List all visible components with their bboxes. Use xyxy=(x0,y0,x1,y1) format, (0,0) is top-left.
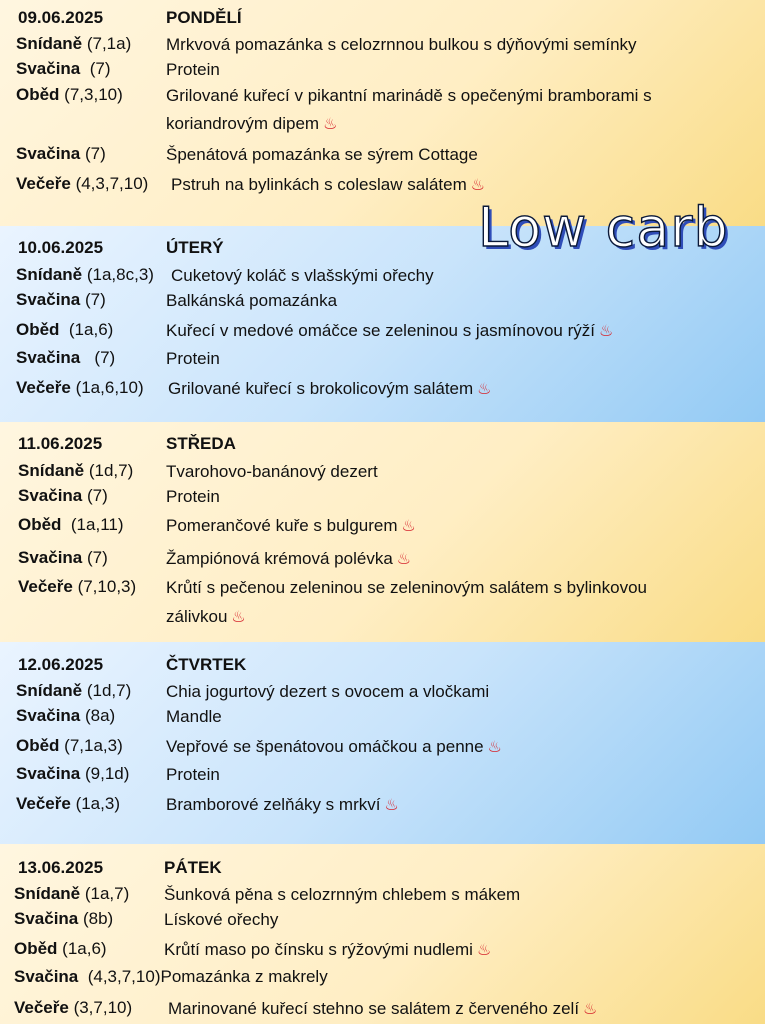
meal-label: Večeře xyxy=(16,174,71,193)
dish-name: Protein xyxy=(166,487,220,506)
dish-name: Žampiónová krémová polévka xyxy=(166,549,393,568)
dish-text xyxy=(166,483,220,510)
meal-row xyxy=(16,680,131,702)
day-section-thursday xyxy=(0,642,765,844)
meal-label: Svačina xyxy=(14,909,79,928)
meal-row xyxy=(14,938,107,960)
allergen-codes: (1a,6) xyxy=(57,939,107,958)
meal-label: Svačina xyxy=(16,764,81,783)
day-date: 12.06.2025 xyxy=(18,655,104,674)
dish-text xyxy=(166,791,399,819)
hot-dish-icon: ♨ xyxy=(231,609,246,626)
meal-label: Večeře xyxy=(18,577,73,596)
dish-name: Mandle xyxy=(166,707,222,726)
allergen-codes: (1a,8c,3) xyxy=(82,265,154,284)
dish-name: Pomerančové kuře s bulgurem xyxy=(166,516,398,535)
dish-text xyxy=(166,574,647,601)
dish-text xyxy=(166,141,478,168)
meal-row xyxy=(16,735,123,757)
dish-name: Pstruh na bylinkách s coleslaw salátem xyxy=(171,175,467,194)
dish-name: Vepřové se špenátovou omáčkou a penne xyxy=(166,737,484,756)
dish-text-continued xyxy=(166,110,337,138)
meal-row xyxy=(16,264,154,286)
allergen-codes: (1a,6) xyxy=(59,320,114,339)
allergen-codes: (7,3,10) xyxy=(59,85,123,104)
dish-name: Protein xyxy=(166,60,220,79)
dish-text xyxy=(166,512,416,540)
meal-row xyxy=(16,173,148,195)
day-date: 13.06.2025 xyxy=(18,858,104,877)
meal-label: Svačina xyxy=(16,348,81,367)
hot-dish-icon: ♨ xyxy=(583,1001,598,1018)
dish-name: zálivkou xyxy=(166,607,228,626)
meal-row xyxy=(18,514,124,536)
meal-row xyxy=(14,997,132,1019)
dish-text xyxy=(171,171,485,199)
allergen-codes: (1a,6,10) xyxy=(70,378,144,397)
meal-row xyxy=(16,705,115,727)
allergen-codes: (7) xyxy=(80,290,106,309)
dish-name: koriandrovým dipem xyxy=(166,114,320,133)
dish-text xyxy=(166,733,502,761)
dish-name: Marinované kuřecí stehno se salátem z červeného zelí xyxy=(168,999,580,1018)
meal-label: Svačina xyxy=(16,706,81,725)
hot-dish-icon: ♨ xyxy=(476,942,492,959)
allergen-codes: (7) xyxy=(80,144,106,163)
meal-row xyxy=(18,460,133,482)
meal-label: Svačina xyxy=(18,486,83,505)
day-section-wednesday xyxy=(0,422,765,642)
meal-row xyxy=(14,908,113,930)
dish-text xyxy=(164,906,278,933)
meal-label: Svačina xyxy=(14,967,79,986)
dish-text xyxy=(166,345,220,372)
dish-name: Šunková pěna s celozrnným chlebem s mákem xyxy=(164,885,521,904)
dish-text xyxy=(166,678,489,705)
meal-row xyxy=(16,377,144,399)
dish-name: Bramborové zelňáky s mrkví xyxy=(166,795,381,814)
meal-row xyxy=(14,883,129,905)
allergen-codes: (1d,7) xyxy=(84,461,134,480)
meal-label: Snídaně xyxy=(18,461,85,480)
dish-name: Krůtí maso po čínsku s rýžovými nudlemi xyxy=(164,940,473,959)
day-name: PÁTEK xyxy=(164,858,222,877)
dish-name: Grilované kuřecí s brokolicovým salátem xyxy=(168,379,474,398)
dish-text xyxy=(166,56,220,83)
dish-text xyxy=(166,317,613,345)
day-name: STŘEDA xyxy=(166,434,236,453)
day-name: ČTVRTEK xyxy=(166,655,247,674)
low-carb-label: Low carb xyxy=(478,196,729,259)
day-date: 10.06.2025 xyxy=(18,238,104,257)
allergen-codes: (1a,11) xyxy=(61,515,124,534)
meal-label: Snídaně xyxy=(16,681,83,700)
dish-text xyxy=(166,458,378,485)
hot-dish-icon: ♨ xyxy=(401,518,416,535)
meal-label: Svačina xyxy=(16,144,81,163)
meal-row xyxy=(16,84,123,106)
dish-name: Grilované kuřecí v pikantní marinádě s opečenými bramborami s xyxy=(166,86,652,105)
meal-label: Oběd xyxy=(16,736,60,755)
allergen-codes: (7) xyxy=(82,548,108,567)
hot-dish-icon: ♨ xyxy=(384,797,399,814)
dish-name: Cuketový koláč s vlašskými ořechy xyxy=(171,266,434,285)
meal-label: Oběd xyxy=(14,939,58,958)
allergen-codes: (9,1d) xyxy=(80,764,130,783)
allergen-codes: (1a,7) xyxy=(80,884,130,903)
meal-row xyxy=(18,547,108,569)
dish-name: Špenátová pomazánka se sýrem Cottage xyxy=(166,145,478,164)
dish-text xyxy=(168,375,492,403)
meal-row xyxy=(16,289,106,311)
allergen-codes: (7) xyxy=(80,348,116,367)
meal-row xyxy=(18,576,136,598)
meal-label: Snídaně xyxy=(16,34,83,53)
dish-name: Protein xyxy=(166,765,220,784)
hot-dish-icon: ♨ xyxy=(396,551,412,568)
meal-label: Snídaně xyxy=(16,265,83,284)
meal-label: Snídaně xyxy=(14,884,81,903)
dish-name: Mrkvová pomazánka s celozrnnou bulkou s dýňovými semínky xyxy=(166,35,637,54)
allergen-codes: (4,3,7,10) xyxy=(78,967,161,986)
dish-text xyxy=(166,703,222,730)
day-date: 09.06.2025 xyxy=(18,8,104,27)
allergen-codes: (7) xyxy=(80,59,111,78)
allergen-codes: (7,1a) xyxy=(82,34,132,53)
meal-label: Svačina xyxy=(18,548,83,567)
allergen-codes: (8a) xyxy=(80,706,116,725)
allergen-codes: (4,3,7,10) xyxy=(70,174,149,193)
dish-text xyxy=(166,82,652,109)
dish-name: Balkánská pomazánka xyxy=(166,291,338,310)
meal-label: Večeře xyxy=(16,794,71,813)
meal-row xyxy=(14,966,328,988)
dish-text xyxy=(168,995,597,1023)
day-section-monday xyxy=(0,0,765,226)
hot-dish-icon: ♨ xyxy=(598,323,614,340)
meal-row xyxy=(16,319,113,341)
dish-name: Tvarohovo-banánový dezert xyxy=(166,462,378,481)
dish-text xyxy=(164,936,491,964)
meal-row xyxy=(16,33,131,55)
day-section-friday xyxy=(0,844,765,1024)
day-name: ÚTERÝ xyxy=(166,238,224,257)
dish-text xyxy=(166,287,337,314)
meal-label: Oběd xyxy=(16,85,60,104)
allergen-codes: (7,10,3) xyxy=(72,577,137,596)
meal-row xyxy=(16,143,106,165)
dish-text-continued xyxy=(166,603,246,631)
meal-label: Večeře xyxy=(14,998,69,1017)
meal-row xyxy=(16,347,115,369)
meal-label: Oběd xyxy=(16,320,60,339)
dish-name: Protein xyxy=(166,349,220,368)
allergen-codes: (7,1a,3) xyxy=(59,736,123,755)
meal-label: Oběd xyxy=(18,515,62,534)
dish-name: Pomazánka z makrely xyxy=(160,967,328,986)
hot-dish-icon: ♨ xyxy=(323,116,338,133)
meal-row xyxy=(16,58,111,80)
allergen-codes: (8b) xyxy=(78,909,114,928)
hot-dish-icon: ♨ xyxy=(477,381,492,398)
allergen-codes: (1a,3) xyxy=(70,794,120,813)
allergen-codes: (1d,7) xyxy=(82,681,132,700)
dish-text xyxy=(171,262,434,289)
dish-text xyxy=(164,881,520,908)
dish-name: Krůtí s pečenou zeleninou se zeleninovým salátem s bylinkovou xyxy=(166,578,647,597)
hot-dish-icon: ♨ xyxy=(470,177,486,194)
hot-dish-icon: ♨ xyxy=(487,739,502,756)
dish-text xyxy=(166,545,411,573)
allergen-codes: (3,7,10) xyxy=(68,998,133,1017)
day-name: PONDĚLÍ xyxy=(166,8,242,27)
allergen-codes: (7) xyxy=(82,486,108,505)
meal-row xyxy=(16,793,120,815)
dish-text xyxy=(166,31,637,58)
dish-name: Kuřecí v medové omáčce se zeleninou s jasmínovou rýží xyxy=(166,321,595,340)
dish-name: Lískové ořechy xyxy=(164,910,279,929)
meal-row xyxy=(18,485,108,507)
meal-label: Svačina xyxy=(16,290,81,309)
day-date: 11.06.2025 xyxy=(18,434,103,453)
meal-row xyxy=(16,763,129,785)
dish-text xyxy=(166,761,220,788)
meal-label: Svačina xyxy=(16,59,81,78)
dish-name: Chia jogurtový dezert s ovocem a vločkami xyxy=(166,682,490,701)
meal-label: Večeře xyxy=(16,378,71,397)
